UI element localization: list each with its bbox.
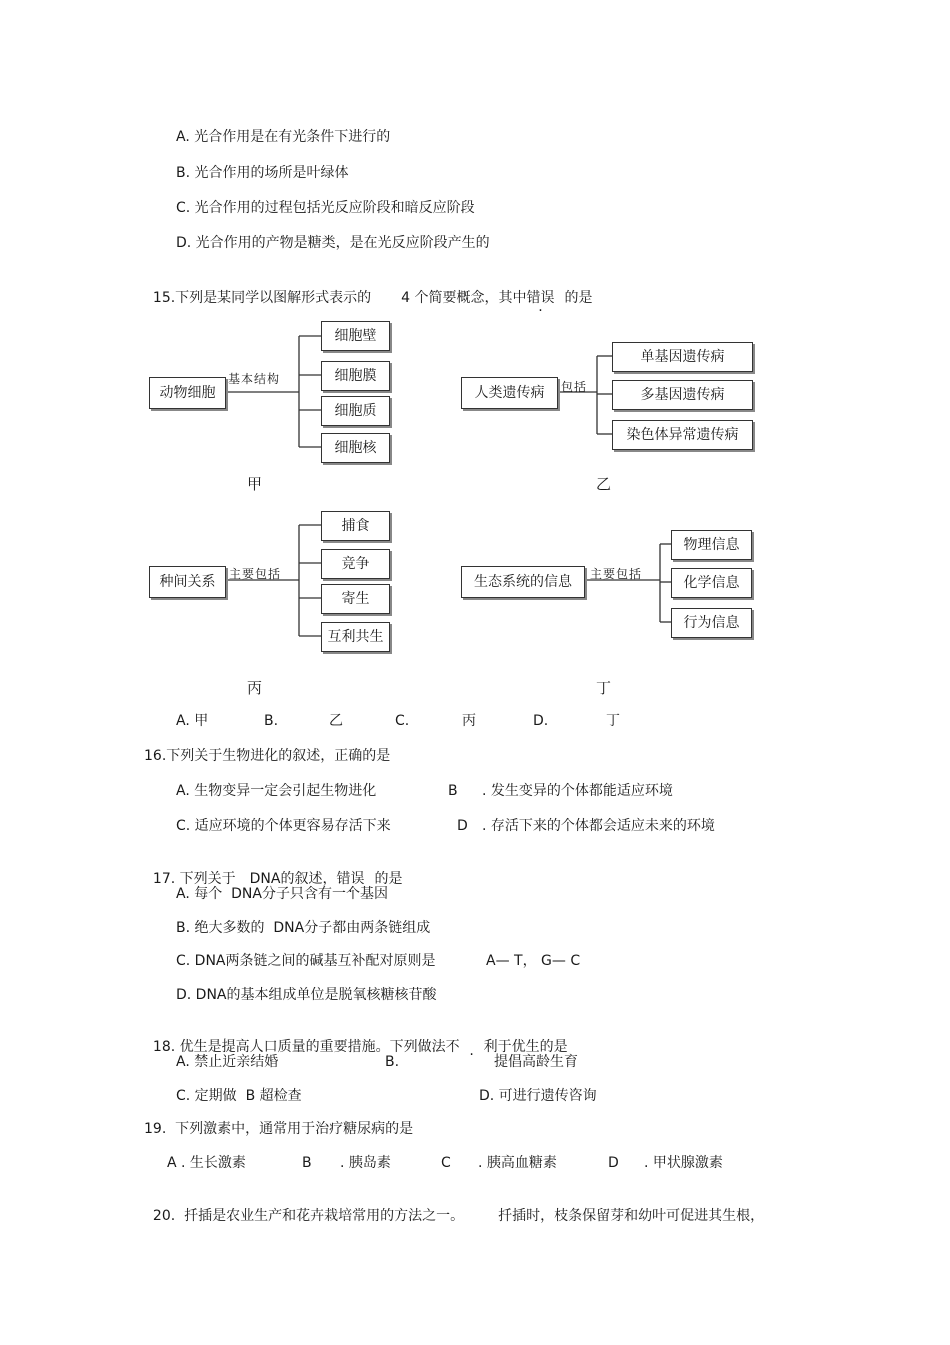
q18-stem: 18. 优生是提高人口质量的重要措施。下列做法不 利于优生的是 (152, 1039, 568, 1055)
diagram-ding-root: 生态系统的信息 (461, 566, 585, 598)
q19-stem: 19. 下列激素中，通常用于治疗糖尿病的是 (144, 1121, 414, 1137)
diagram-yi-child: 染色体异常遗传病 (612, 420, 753, 450)
q15-option-c: C. (395, 713, 410, 729)
q17-option-b: B. 绝大多数的 DNA分子都由两条链组成 (176, 920, 431, 936)
diagram-jia-child: 细胞核 (321, 433, 390, 463)
diagram-bing-edge-label: 主要包括 (229, 567, 282, 581)
q16-option-c: C. 适应环境的个体更容易存活下来 (176, 818, 391, 834)
diagram-ding-label: 丁 (596, 679, 612, 697)
diagram-yi-root: 人类遗传病 (461, 377, 558, 409)
diagram-jia-child: 细胞质 (321, 396, 390, 426)
q14-option-b: B. 光合作用的场所是叶绿体 (176, 165, 349, 181)
q16-option-b: B (448, 783, 458, 799)
q15-option-a: A. 甲 (176, 713, 209, 729)
q19-option-a: A . 生长激素 (167, 1155, 246, 1171)
q15-option-d: D. (533, 713, 549, 729)
diagram-ding-child: 物理信息 (671, 530, 752, 560)
q19-option-d: D (608, 1155, 619, 1171)
q14-option-d: D. 光合作用的产物是糖类，是在光反应阶段产生的 (176, 235, 490, 251)
q18-option-b-text: 提倡高龄生育 (494, 1054, 578, 1070)
diagram-bing-child: 寄生 (321, 584, 390, 614)
q15-option-d-text: 丁 (606, 713, 620, 729)
q15-option-b-text: 乙 (329, 713, 343, 729)
q17-option-d: D. DNA的基本组成单位是脱氧核糖核苷酸 (176, 987, 437, 1003)
q19-option-c-text: . 胰高血糖素 (478, 1155, 557, 1171)
q16-option-b-text: . 发生变异的个体都能适应环境 (482, 783, 673, 799)
emphasis-dots: 错误 (526, 290, 555, 306)
q18-option-d: D. 可进行遗传咨询 (479, 1088, 597, 1104)
q17-option-c: C. DNA两条链之间的碱基互补配对原则是 (176, 953, 436, 969)
diagram-yi-child: 多基因遗传病 (612, 380, 753, 410)
diagram-yi-edge-label: 包括 (561, 380, 588, 394)
q17-stem: 17. 下列关于 DNA的叙述，错误 的是 (152, 871, 403, 887)
diagram-jia-child: 细胞壁 (321, 321, 390, 351)
diagram-bing-root: 种间关系 (149, 566, 226, 598)
q19-option-b-text: . 胰岛素 (340, 1155, 391, 1171)
diagram-jia-child: 细胞膜 (321, 361, 390, 391)
diagram-yi-label: 乙 (596, 475, 612, 493)
q19-option-b: B (302, 1155, 312, 1171)
q15-option-b: B. (264, 713, 279, 729)
q18-option-b: B. (385, 1054, 400, 1070)
diagram-ding-child: 化学信息 (671, 568, 752, 598)
q20-stem: 20. 扦插是农业生产和花卉栽培常用的方法之一。 扦插时，枝条保留芽和幼叶可促进其生根， (152, 1208, 765, 1224)
q16-option-d-text: . 存活下来的个体都会适应未来的环境 (482, 818, 715, 834)
q15-stem: 15.下列是某同学以图解形式表示的 4 个简要概念，其中错误 的是 (152, 290, 593, 306)
diagram-bing-child: 捕食 (321, 511, 390, 541)
diagram-bing-child: 互利共生 (321, 622, 390, 652)
q17-option-c-pairs: A— T， G— C (486, 953, 581, 969)
q16-option-d: D (457, 818, 468, 834)
diagram-ding-edge-label: 主要包括 (590, 567, 643, 581)
q18-option-c: C. 定期做 B 超检查 (176, 1088, 302, 1104)
q15-option-c-text: 丙 (462, 713, 476, 729)
diagram-jia-root: 动物细胞 (149, 377, 226, 409)
q14-option-c: C. 光合作用的过程包括光反应阶段和暗反应阶段 (176, 200, 475, 216)
diagram-ding-child: 行为信息 (671, 608, 752, 638)
q17-option-a: A. 每个 DNA分子只含有一个基因 (176, 886, 388, 902)
q19-option-c: C (441, 1155, 451, 1171)
diagram-bing-label: 丙 (247, 679, 263, 697)
q14-option-a: A. 光合作用是在有光条件下进行的 (176, 129, 391, 145)
q16-stem: 16.下列关于生物进化的叙述，正确的是 (144, 748, 391, 764)
diagram-bing-child: 竞争 (321, 549, 390, 579)
emphasis-dots: 错误 (336, 871, 365, 887)
diagram-jia-label: 甲 (247, 475, 263, 493)
q18-option-a: A. 禁止近亲结婚 (176, 1054, 279, 1070)
diagram-jia-edge-label: 基本结构 (228, 372, 281, 386)
q16-option-a: A. 生物变异一定会引起生物进化 (176, 783, 377, 799)
diagram-yi-child: 单基因遗传病 (612, 342, 753, 372)
q19-option-d-text: . 甲状腺激素 (644, 1155, 723, 1171)
